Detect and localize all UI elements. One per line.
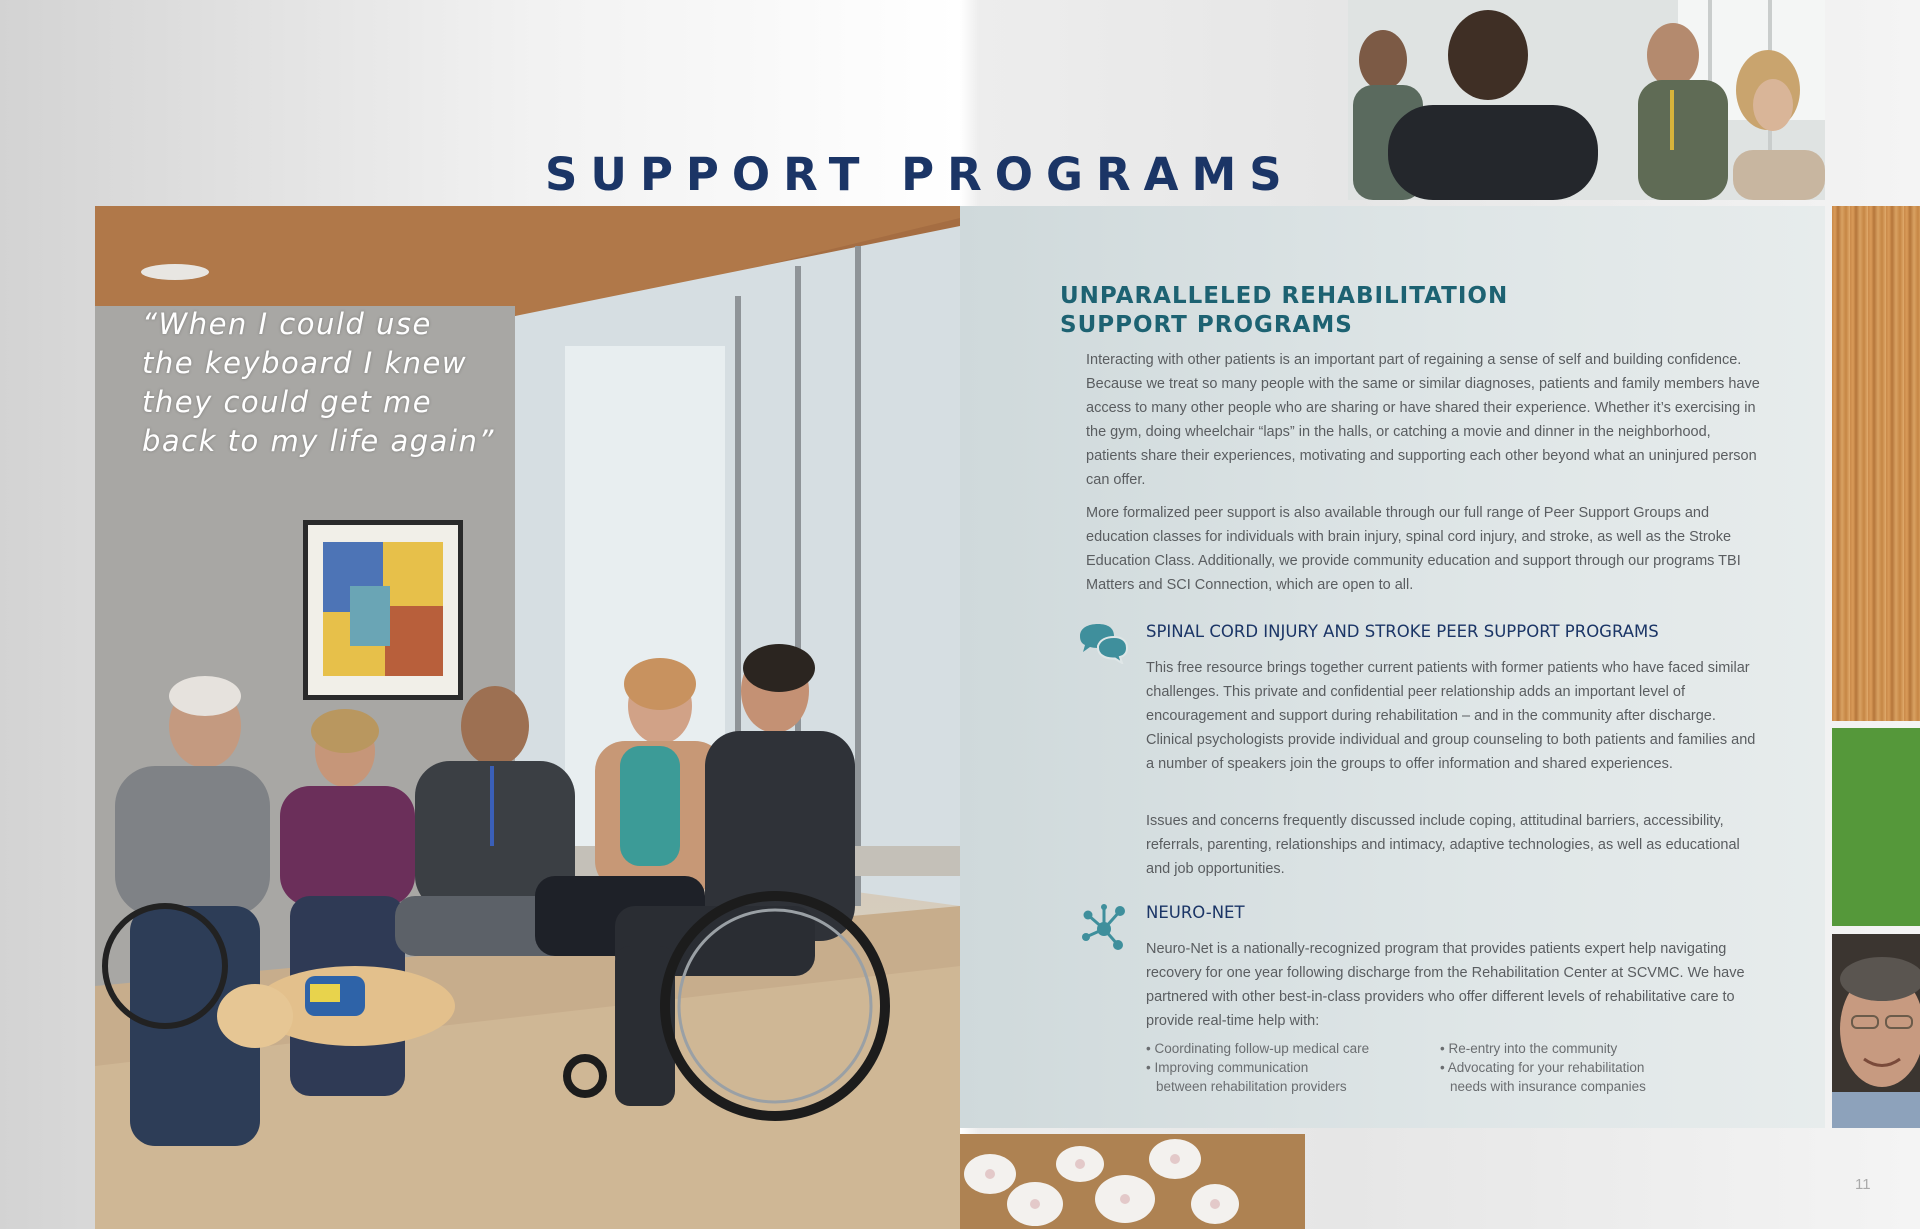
peer-support-paragraph: More formalized peer support is also available through our full range of Peer Support Groups and education classes for individuals with brain injury, spinal cord injury, and stroke, as well as the Stroke Education Class. Additionally, we provide community education and support through our programs TBI Matters and SCI Connection, which are open to all. [1086, 505, 1741, 593]
network-nodes-icon [1080, 903, 1128, 953]
quote-line: “When I could use [142, 307, 432, 341]
page-title: SUPPORT PROGRAMS [545, 148, 1295, 201]
bullet-item: between rehabilitation providers [1156, 1079, 1347, 1094]
peer-support-programs-title: SPINAL CORD INJURY AND STROKE PEER SUPPORT PROGRAMS [1146, 622, 1659, 641]
page-number: 11 [1855, 1176, 1871, 1193]
quote-line: the keyboard I knew [142, 346, 468, 380]
bullet-item: needs with insurance companies [1450, 1079, 1646, 1094]
wood-texture-image [1832, 206, 1920, 721]
intro-paragraph: Interacting with other patients is an important part of regaining a sense of self and building confidence. Because we treat so many people with the same or similar diagnoses, patients and family members have access to many other people who are sharing or have shared their experience. Whether it’s exercising in the gym, doing wheelchair “laps” in the halls, or catching a movie and dinner in the neighborhood, patients share their experiences, motivating and supporting each other beyond what an uninjured person can offer. [1086, 352, 1760, 488]
green-color-block [1832, 728, 1920, 926]
peer-support-topics: Issues and concerns frequently discussed include coping, attitudinal barriers, accessibility, referrals, parenting, relationships and intimacy, adaptive technologies, as well as educational and job opportunities. [1146, 813, 1740, 877]
chat-bubbles-icon [1078, 622, 1128, 664]
smiling-man-photo [1832, 934, 1920, 1128]
neuro-net-title: NEURO-NET [1146, 903, 1245, 922]
bullet-item: • Advocating for your rehabilitation [1440, 1060, 1645, 1075]
bullet-item: • Improving communication [1146, 1060, 1309, 1075]
quote-line: they could get me [142, 385, 433, 419]
group-discussion-photo [1348, 0, 1825, 200]
quote-line: back to my life again” [142, 424, 495, 458]
pull-quote [142, 305, 562, 461]
section-heading-line: SUPPORT PROGRAMS [1060, 312, 1353, 338]
bullet-item: • Coordinating follow-up medical care [1146, 1041, 1370, 1056]
peer-support-description: This free resource brings together current patients with former patients who have faced similar challenges. This private and confidential peer relationship adds an important level of encouragement and support during rehabilitation – and in the community after discharge. Clinical psychologists provide individual and group counseling to both patients and families and a number of speakers join the groups to offer information and shared experiences. [1146, 660, 1756, 772]
neuro-net-bullets-right [1440, 1039, 1740, 1096]
orchid-flowers-image [960, 1134, 1305, 1229]
bullet-item: • Re-entry into the community [1440, 1041, 1618, 1056]
neuro-net-bullets-left [1146, 1039, 1436, 1096]
neuro-net-description: Neuro-Net is a nationally-recognized program that provides patients expert help navigating recovery for one year following discharge from the Rehabilitation Center at SCVMC. We have partnered with other best-in-class providers who offer different levels of rehabilitative care to provide real-time help with: [1146, 941, 1745, 1029]
section-heading-line: UNPARALLELED REHABILITATION [1060, 283, 1509, 309]
section-heading [1060, 282, 1620, 340]
